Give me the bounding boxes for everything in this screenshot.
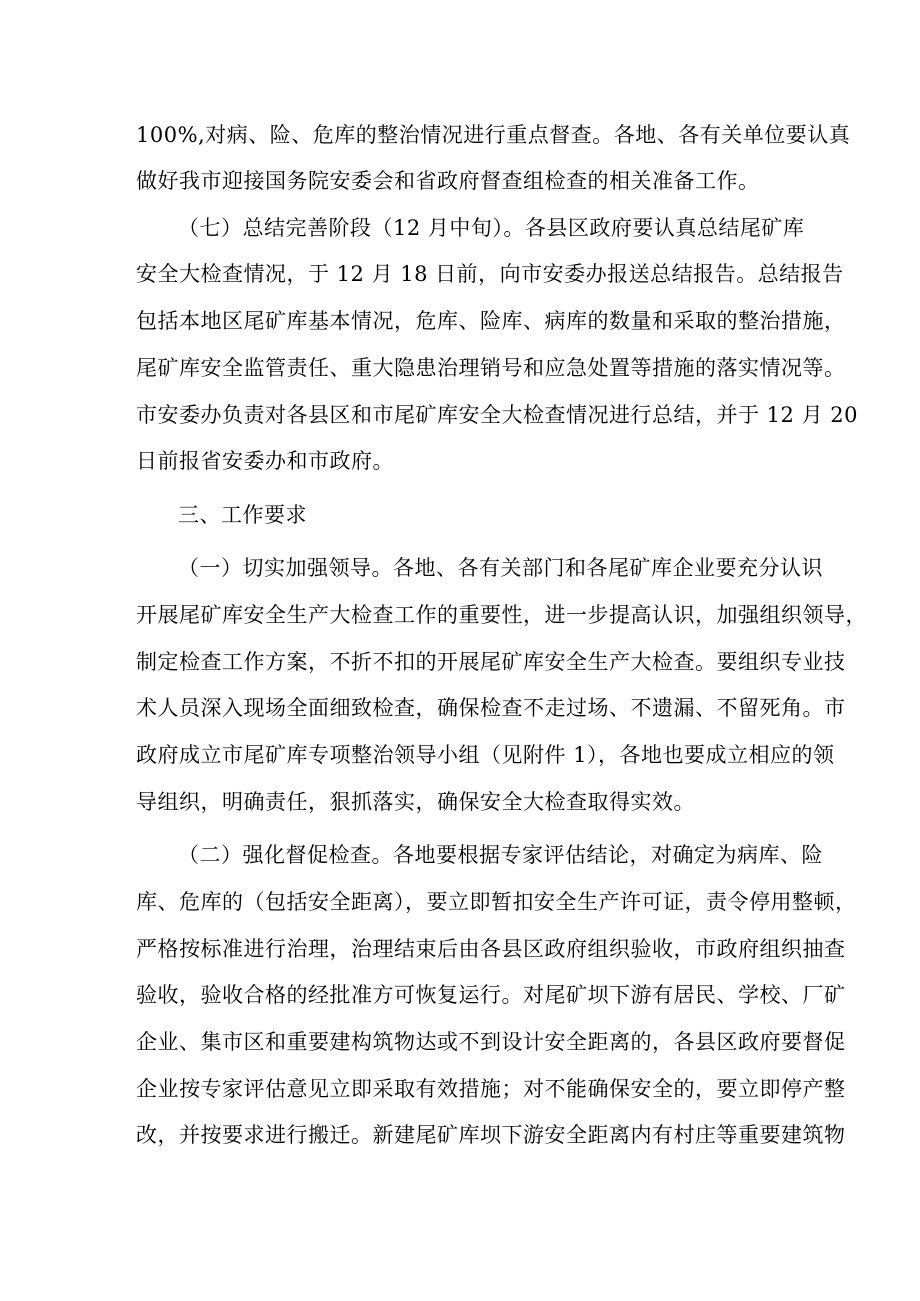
text-line: 政府成立市尾矿库专项整治领导小组（见附件 1），各地也要成立相应的领 [136, 743, 835, 767]
text-line: 严格按标准进行治理，治理结束后由各县区政府组织验收，市政府组织抽查 [136, 937, 846, 961]
text-line: 导组织，明确责任，狠抓落实，确保安全大检查取得实效。 [136, 790, 695, 814]
paragraph-start: （七）总结完善阶段（12 月中旬）。各县区政府要认真总结尾矿库 [178, 216, 805, 240]
text-line: 验收，验收合格的经批准方可恢复运行。对尾矿坝下游有居民、学校、厂矿 [136, 983, 846, 1007]
text-line: 做好我市迎接国务院安委会和省政府督查组检查的相关准备工作。 [136, 169, 760, 193]
text-line: 日前报省安委办和市政府。 [136, 449, 394, 473]
text-line: 制定检查工作方案，不折不扣的开展尾矿库安全生产大检查。要组织专业技 [136, 650, 846, 674]
text-line: 尾矿库安全监管责任、重大隐患治理销号和应急处置等措施的落实情况等。 [136, 356, 846, 380]
text-line: 100%,对病、险、危库的整治情况进行重点督查。各地、各有关单位要认真 [136, 123, 851, 147]
paragraph-start: （一）切实加强领导。各地、各有关部门和各尾矿库企业要充分认识 [178, 556, 823, 580]
text-line: 改，并按要求进行搬迁。新建尾矿库坝下游安全距离内有村庄等重要建筑物 [136, 1123, 846, 1147]
text-line: 市安委办负责对各县区和市尾矿库安全大检查情况进行总结，并于 12 月 20 [136, 403, 858, 427]
section-heading: 三、工作要求 [178, 503, 307, 527]
text-line: 库、危库的（包括安全距离），要立即暂扣安全生产许可证，责令停用整顿， [136, 890, 857, 914]
text-line: 开展尾矿库安全生产大检查工作的重要性，进一步提高认识，加强组织领导， [136, 603, 867, 627]
text-line: 企业按专家评估意见立即采取有效措施；对不能确保安全的，要立即停产整 [136, 1077, 846, 1101]
paragraph-start: （二）强化督促检查。各地要根据专家评估结论，对确定为病库、险 [178, 843, 823, 867]
text-line: 企业、集市区和重要建构筑物达或不到设计安全距离的，各县区政府要督促 [136, 1030, 846, 1054]
text-line: 术人员深入现场全面细致检查，确保检查不走过场、不遗漏、不留死角。市 [136, 696, 846, 720]
text-line: 包括本地区尾矿库基本情况，危库、险库、病库的数量和采取的整治措施， [136, 309, 846, 333]
text-line: 安全大检查情况，于 12 月 18 日前，向市安委办报送总结报告。总结报告 [136, 262, 844, 286]
